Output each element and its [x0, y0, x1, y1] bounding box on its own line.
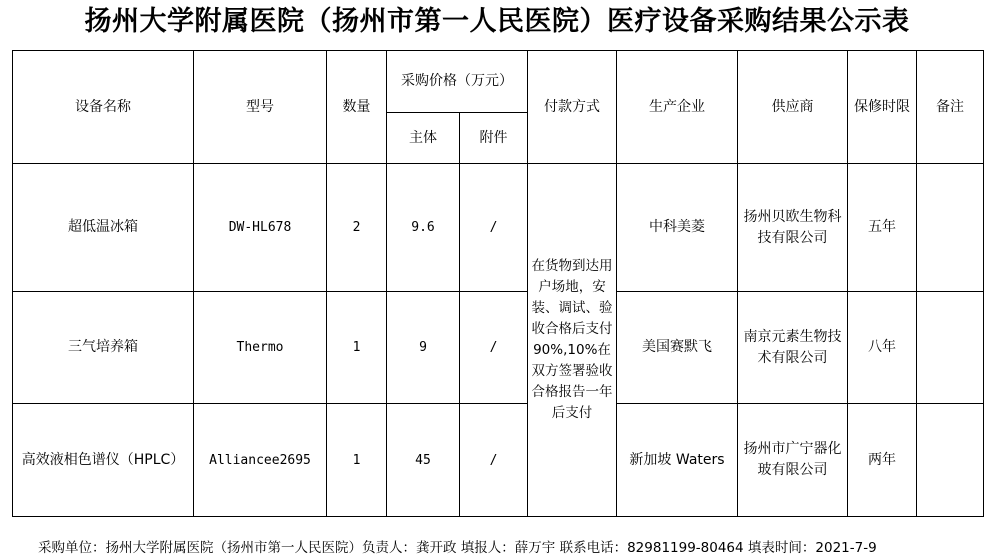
- cell-remarks: [917, 164, 984, 292]
- header-name: 设备名称: [13, 51, 194, 164]
- cell-price-accessory: /: [460, 164, 528, 292]
- cell-manufacturer: 美国赛默飞: [617, 292, 738, 404]
- table-row: [13, 292, 984, 404]
- cell-payment-terms: 在货物到达用户场地，安装、调试、验收合格后支付90%,10%在双方签署验收合格报告一年后支付: [528, 164, 617, 517]
- cell-remarks: [917, 404, 984, 517]
- header-qty: 数量: [327, 51, 387, 164]
- cell-remarks: [917, 292, 984, 404]
- header-price-accessory: 附件: [460, 113, 528, 164]
- cell-price-accessory: /: [460, 404, 528, 517]
- cell-qty: 1: [327, 292, 387, 404]
- cell-qty: 1: [327, 404, 387, 517]
- cell-price-main: 9: [387, 292, 460, 404]
- page-title: 扬州大学附属医院（扬州市第一人民医院）医疗设备采购结果公示表: [84, 6, 910, 37]
- cell-warranty: 五年: [848, 164, 917, 292]
- cell-name: 高效液相色谱仪（HPLC）: [13, 404, 194, 517]
- cell-supplier: 扬州贝欧生物科技有限公司: [738, 164, 848, 292]
- cell-manufacturer: 中科美菱: [617, 164, 738, 292]
- cell-name: 三气培养箱: [13, 292, 194, 404]
- header-warranty: 保修时限: [848, 51, 917, 164]
- cell-price-accessory: /: [460, 292, 528, 404]
- header-remarks: 备注: [917, 51, 984, 164]
- cell-name: 超低温冰箱: [13, 164, 194, 292]
- header-model: 型号: [194, 51, 327, 164]
- header-supplier: 供应商: [738, 51, 848, 164]
- header-price-group: 采购价格（万元）: [387, 51, 528, 113]
- cell-manufacturer: 新加坡 Waters: [617, 404, 738, 517]
- cell-supplier: 南京元素生物技术有限公司: [738, 292, 848, 404]
- cell-model: Alliancee2695: [194, 404, 327, 517]
- cell-supplier: 扬州市广宁器化玻有限公司: [738, 404, 848, 517]
- header-payment: 付款方式: [528, 51, 617, 164]
- table-row: [13, 404, 984, 517]
- cell-price-main: 45: [387, 404, 460, 517]
- cell-warranty: 两年: [848, 404, 917, 517]
- header-manufacturer: 生产企业: [617, 51, 738, 164]
- cell-price-main: 9.6: [387, 164, 460, 292]
- cell-model: DW-HL678: [194, 164, 327, 292]
- cell-model: Thermo: [194, 292, 327, 404]
- procurement-table: [12, 50, 984, 517]
- header-row: [13, 51, 984, 113]
- footer-contact-info: 采购单位：扬州大学附属医院（扬州市第一人民医院）负责人：龚开政 填报人：薛万宇 联系电话：82981199-80464 填表时间：2021-7-9: [38, 540, 877, 556]
- cell-qty: 2: [327, 164, 387, 292]
- cell-warranty: 八年: [848, 292, 917, 404]
- table-row: [13, 164, 984, 292]
- header-price-main: 主体: [387, 113, 460, 164]
